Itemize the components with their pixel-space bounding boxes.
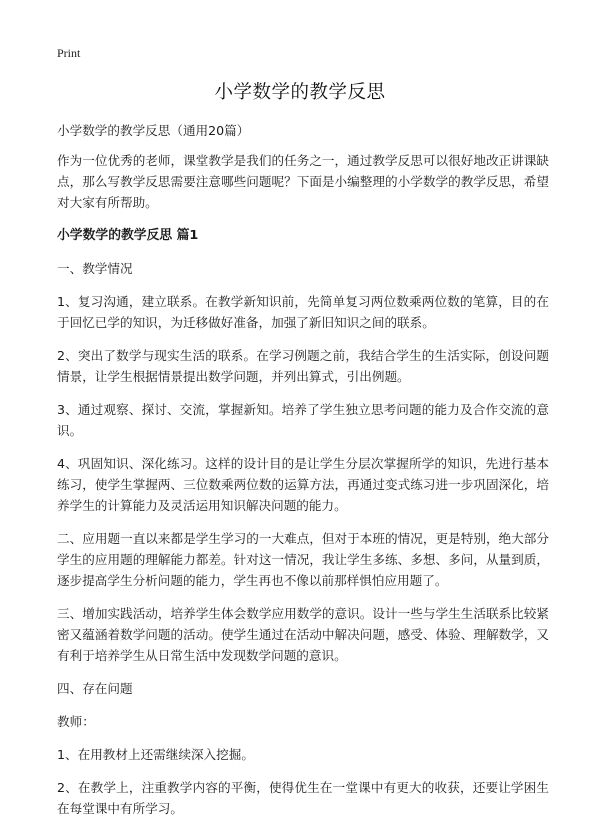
paragraph-3: 3、通过观察、探讨、交流，掌握新知。培养了学生独立思考问题的能力及合作交流的意识。 (57, 402, 549, 438)
paragraph-issue-2: 2、在教学上，注重教学内容的平衡，使得优生在一堂课中有更大的收获，还要让学困生在每堂课中有所学习。 (57, 780, 549, 816)
paragraph-1: 1、复习沟通，建立联系。在教学新知识前，先简单复习两位数乘两位数的笔算，目的在于回忆已学的知识，为迁移做好准备，加强了新旧知识之间的联系。 (57, 294, 549, 330)
document-body (57, 120, 549, 831)
paragraph-2: 2、突出了数学与现实生活的联系。在学习例题之前，我结合学生的生活实际，创设问题情景，让学生根据情景提出数学问题，并列出算式，引出例题。 (57, 348, 549, 384)
print-label: Print (57, 46, 81, 60)
paragraph-section-3: 三、增加实践活动，培养学生体会数学应用数学的意识。设计一些与学生生活联系比较紧密又蕴涵着数学问题的活动。使学生通过在活动中解决问题，感受、体验、理解数学，又有利于培养学生从日常生活中发现数学问题的意识。 (57, 606, 549, 663)
paragraph-4: 4、巩固知识、深化练习。这样的设计目的是让学生分层次掌握所学的知识，先进行基本练习，使学生掌握两、三位数乘两位数的运算方法，再通过变式练习进一步巩固深化，培养学生的计算能力及灵活运用知识解决问题的能力。 (57, 456, 549, 513)
section-heading: 小学数学的教学反思 篇1 (57, 228, 199, 243)
paragraph-section-2: 二、应用题一直以来都是学生学习的一大难点，但对于本班的情况，更是特别，绝大部分学生的应用题的理解能力都差。针对这一情况，我让学生多练、多想、多问，从量到质，逐步提高学生分析问题的能力，学生再也不像以前那样惧怕应用题了。 (57, 531, 549, 588)
page-title: 小学数学的教学反思 (214, 82, 386, 103)
paragraph-teaching-situation: 一、教学情况 (57, 261, 133, 276)
paragraph-issue-1: 1、在用教材上还需继续深入挖掘。 (57, 747, 254, 762)
paragraph-section-4: 四、存在问题 (57, 681, 133, 696)
document-subtitle: 小学数学的教学反思（通用20篇） (57, 123, 250, 138)
paragraph-teacher-label: 教师： (57, 714, 95, 729)
intro-paragraph: 作为一位优秀的老师，课堂教学是我们的任务之一，通过教学反思可以很好地改正讲课缺点，那么写教学反思需要注意哪些问题呢？下面是小编整理的小学数学的教学反思，希望对大家有所帮助。 (57, 153, 549, 210)
